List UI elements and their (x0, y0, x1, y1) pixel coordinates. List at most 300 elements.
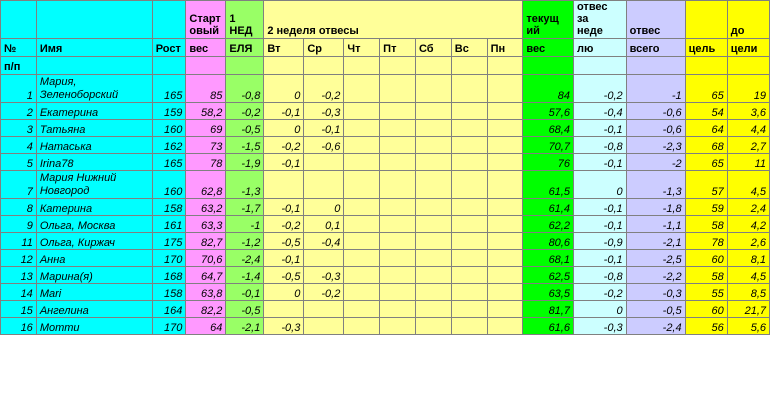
cell-day-3[interactable] (344, 154, 380, 171)
header-start-weight (186, 1, 226, 39)
cell-total_drop[interactable]: -0,6 (626, 120, 685, 137)
header-total-blank (626, 57, 685, 75)
cell-week_drop[interactable]: -0,1 (573, 199, 626, 216)
cell-day-3[interactable] (344, 318, 380, 335)
cell-day-5[interactable] (415, 137, 451, 154)
cell-day-7[interactable] (487, 284, 523, 301)
cell-week_drop[interactable]: -0,1 (573, 120, 626, 137)
cell-day-6[interactable] (451, 137, 487, 154)
cell-start[interactable]: 63,2 (186, 199, 226, 216)
cell-togo[interactable]: 4,4 (727, 120, 769, 137)
header-name-label: Имя (36, 39, 152, 57)
cell-day-2[interactable]: -0,2 (304, 284, 344, 301)
cell-current[interactable]: 62,2 (523, 216, 574, 233)
cell-height[interactable]: 161 (152, 216, 186, 233)
cell-week_drop[interactable]: -0,2 (573, 284, 626, 301)
cell-togo[interactable]: 4,5 (727, 171, 769, 199)
cell-day-1[interactable]: 0 (264, 75, 304, 103)
cell-day-3[interactable] (344, 103, 380, 120)
header-current-weight (523, 1, 574, 39)
cell-day-2[interactable]: -0,6 (304, 137, 344, 154)
cell-day-3[interactable] (344, 171, 380, 199)
cell-week1[interactable]: -2,1 (226, 318, 264, 335)
cell-start[interactable]: 62,8 (186, 171, 226, 199)
header-togo (727, 1, 769, 39)
cell-name[interactable]: Марина(я) (36, 267, 152, 284)
cell-day-2[interactable]: -0,2 (304, 75, 344, 103)
cell-week1[interactable]: -0,5 (226, 301, 264, 318)
cell-day-4[interactable] (380, 154, 416, 171)
table-row[interactable] (1, 103, 770, 120)
cell-current[interactable]: 76 (523, 154, 574, 171)
header-togo-l1: до (730, 25, 745, 37)
cell-day-6[interactable] (451, 75, 487, 103)
table-row[interactable] (1, 250, 770, 267)
header-goal (685, 1, 727, 39)
cell-height[interactable]: 165 (152, 154, 186, 171)
header-week-drop-blank (573, 57, 626, 75)
header-week1-blank (226, 57, 264, 75)
cell-day-7[interactable] (487, 120, 523, 137)
cell-day-4[interactable] (380, 199, 416, 216)
cell-idx[interactable]: 14 (1, 284, 37, 301)
header-week2-group: 2 неделя отвесы (264, 1, 523, 39)
cell-week1[interactable]: -0,5 (226, 120, 264, 137)
cell-togo[interactable]: 5,6 (727, 318, 769, 335)
cell-total_drop[interactable]: -2,4 (626, 318, 685, 335)
cell-height[interactable]: 158 (152, 284, 186, 301)
cell-idx[interactable]: 13 (1, 267, 37, 284)
header-week1-l3: ЕЛЯ (226, 39, 264, 57)
cell-day-6[interactable] (451, 301, 487, 318)
cell-day-6[interactable] (451, 171, 487, 199)
cell-current[interactable]: 61,4 (523, 199, 574, 216)
cell-day-1[interactable]: -0,3 (264, 318, 304, 335)
cell-idx[interactable]: 3 (1, 120, 37, 137)
cell-week_drop[interactable]: -0,1 (573, 250, 626, 267)
cell-current[interactable]: 80,6 (523, 233, 574, 250)
header-num-l1: № (1, 39, 37, 57)
cell-week1[interactable]: -0,8 (226, 75, 264, 103)
table-header-row-3 (1, 57, 770, 75)
cell-height[interactable]: 162 (152, 137, 186, 154)
cell-togo[interactable]: 11 (727, 154, 769, 171)
cell-height[interactable]: 170 (152, 318, 186, 335)
header-height (152, 1, 186, 39)
cell-goal[interactable]: 65 (685, 154, 727, 171)
cell-current[interactable]: 62,5 (523, 267, 574, 284)
cell-day-7[interactable] (487, 216, 523, 233)
cell-goal[interactable]: 58 (685, 267, 727, 284)
cell-day-1[interactable]: -0,1 (264, 103, 304, 120)
cell-day-3[interactable] (344, 137, 380, 154)
cell-day-4[interactable] (380, 267, 416, 284)
cell-goal[interactable]: 65 (685, 75, 727, 103)
cell-day-7[interactable] (487, 318, 523, 335)
cell-togo[interactable]: 21,7 (727, 301, 769, 318)
cell-day-5[interactable] (415, 171, 451, 199)
cell-day-5[interactable] (415, 301, 451, 318)
cell-day-6[interactable] (451, 216, 487, 233)
cell-current[interactable]: 63,5 (523, 284, 574, 301)
cell-togo[interactable]: 2,4 (727, 199, 769, 216)
cell-day-4[interactable] (380, 233, 416, 250)
cell-day-5[interactable] (415, 267, 451, 284)
cell-goal[interactable]: 60 (685, 250, 727, 267)
cell-goal[interactable]: 58 (685, 216, 727, 233)
cell-week1[interactable]: -1,3 (226, 171, 264, 199)
cell-current[interactable]: 68,4 (523, 120, 574, 137)
cell-day-5[interactable] (415, 199, 451, 216)
header-start-weight-l3: вес (186, 39, 226, 57)
cell-day-2[interactable]: -0,4 (304, 233, 344, 250)
cell-day-3[interactable] (344, 301, 380, 318)
cell-name[interactable]: Мария Нижний Новгород (36, 171, 152, 199)
cell-height[interactable]: 164 (152, 301, 186, 318)
cell-day-2[interactable]: -0,3 (304, 267, 344, 284)
cell-day-6[interactable] (451, 233, 487, 250)
cell-day-3[interactable] (344, 120, 380, 137)
cell-name[interactable]: Ангелина (36, 301, 152, 318)
cell-idx[interactable]: 7 (1, 171, 37, 199)
cell-day-7[interactable] (487, 199, 523, 216)
cell-total_drop[interactable]: -2,2 (626, 267, 685, 284)
header-day-vs-blank (451, 57, 487, 75)
table-body (1, 75, 770, 335)
cell-height[interactable]: 160 (152, 120, 186, 137)
cell-start[interactable]: 78 (186, 154, 226, 171)
cell-idx[interactable]: 1 (1, 75, 37, 103)
table-row[interactable] (1, 75, 770, 103)
header-total-drop-l1: отвес (629, 25, 661, 37)
cell-goal[interactable]: 78 (685, 233, 727, 250)
cell-togo[interactable]: 8,5 (727, 284, 769, 301)
cell-week1[interactable]: -0,2 (226, 103, 264, 120)
cell-day-6[interactable] (451, 120, 487, 137)
cell-total_drop[interactable]: -2 (626, 154, 685, 171)
cell-total_drop[interactable]: -0,6 (626, 103, 685, 120)
header-week-drop-l1: отвес (576, 1, 608, 13)
cell-total_drop[interactable]: -0,5 (626, 301, 685, 318)
cell-day-5[interactable] (415, 250, 451, 267)
header-current-l3: вес (523, 39, 574, 57)
cell-togo[interactable]: 8,1 (727, 250, 769, 267)
header-week1-l1: 1 (229, 13, 236, 25)
cell-name[interactable]: Мария, Зеленоборский (36, 75, 152, 103)
cell-day-2[interactable] (304, 301, 344, 318)
cell-idx[interactable]: 2 (1, 103, 37, 120)
cell-day-2[interactable] (304, 154, 344, 171)
cell-start[interactable]: 63,8 (186, 284, 226, 301)
cell-name[interactable]: Анна (36, 250, 152, 267)
cell-name[interactable]: Екатерина (36, 103, 152, 120)
header-name (36, 1, 152, 39)
cell-day-6[interactable] (451, 284, 487, 301)
cell-total_drop[interactable]: -1,3 (626, 171, 685, 199)
cell-height[interactable]: 165 (152, 75, 186, 103)
cell-week_drop[interactable]: -0,8 (573, 137, 626, 154)
cell-week_drop[interactable]: -0,8 (573, 267, 626, 284)
cell-height[interactable]: 170 (152, 250, 186, 267)
cell-day-7[interactable] (487, 137, 523, 154)
table-row[interactable] (1, 267, 770, 284)
cell-day-5[interactable] (415, 318, 451, 335)
table-row[interactable] (1, 137, 770, 154)
cell-day-1[interactable]: 0 (264, 284, 304, 301)
cell-height[interactable]: 159 (152, 103, 186, 120)
cell-day-1[interactable]: -0,1 (264, 199, 304, 216)
cell-idx[interactable]: 11 (1, 233, 37, 250)
cell-day-1[interactable] (264, 171, 304, 199)
cell-idx[interactable]: 5 (1, 154, 37, 171)
cell-day-3[interactable] (344, 216, 380, 233)
header-total-drop-l2: всего (626, 39, 685, 57)
table-row[interactable] (1, 154, 770, 171)
cell-day-4[interactable] (380, 171, 416, 199)
cell-day-6[interactable] (451, 267, 487, 284)
cell-day-7[interactable] (487, 103, 523, 120)
cell-start[interactable]: 69 (186, 120, 226, 137)
cell-day-4[interactable] (380, 75, 416, 103)
cell-start[interactable]: 82,2 (186, 301, 226, 318)
cell-idx[interactable]: 9 (1, 216, 37, 233)
table-row[interactable] (1, 301, 770, 318)
cell-idx[interactable]: 12 (1, 250, 37, 267)
cell-day-3[interactable] (344, 250, 380, 267)
cell-day-4[interactable] (380, 301, 416, 318)
cell-day-2[interactable] (304, 250, 344, 267)
cell-day-4[interactable] (380, 103, 416, 120)
cell-day-7[interactable] (487, 75, 523, 103)
cell-day-3[interactable] (344, 75, 380, 103)
cell-week1[interactable]: -1,7 (226, 199, 264, 216)
header-goal-blank (685, 57, 727, 75)
cell-day-7[interactable] (487, 154, 523, 171)
cell-week1[interactable]: -1,5 (226, 137, 264, 154)
cell-total_drop[interactable]: -1,8 (626, 199, 685, 216)
cell-current[interactable]: 61,5 (523, 171, 574, 199)
cell-current[interactable]: 68,1 (523, 250, 574, 267)
cell-day-1[interactable]: -0,5 (264, 267, 304, 284)
cell-start[interactable]: 70,6 (186, 250, 226, 267)
cell-week_drop[interactable]: -0,1 (573, 216, 626, 233)
cell-name[interactable]: Ольга, Киржач (36, 233, 152, 250)
cell-total_drop[interactable]: -2,5 (626, 250, 685, 267)
cell-togo[interactable]: 2,6 (727, 233, 769, 250)
cell-day-7[interactable] (487, 250, 523, 267)
cell-day-6[interactable] (451, 250, 487, 267)
cell-start[interactable]: 82,7 (186, 233, 226, 250)
header-day-pt: Пт (380, 39, 416, 57)
cell-day-5[interactable] (415, 120, 451, 137)
header-day-cht-blank (344, 57, 380, 75)
cell-togo[interactable]: 3,6 (727, 103, 769, 120)
header-week1-l2: НЕД (229, 25, 253, 37)
cell-day-1[interactable]: -0,1 (264, 154, 304, 171)
cell-start[interactable]: 73 (186, 137, 226, 154)
cell-day-5[interactable] (415, 284, 451, 301)
cell-name[interactable]: Татьяна (36, 120, 152, 137)
table-row[interactable] (1, 199, 770, 216)
header-height-label: Рост (152, 39, 186, 57)
cell-idx[interactable]: 8 (1, 199, 37, 216)
cell-week_drop[interactable]: -0,9 (573, 233, 626, 250)
cell-start[interactable]: 64,7 (186, 267, 226, 284)
cell-day-1[interactable]: -0,1 (264, 250, 304, 267)
cell-current[interactable]: 61,6 (523, 318, 574, 335)
cell-week1[interactable]: -1,4 (226, 267, 264, 284)
cell-day-2[interactable]: 0,1 (304, 216, 344, 233)
cell-height[interactable]: 158 (152, 199, 186, 216)
cell-current[interactable]: 84 (523, 75, 574, 103)
table-header-row (1, 1, 770, 39)
header-start-weight-l1: Старт (189, 13, 221, 25)
header-day-pt-blank (380, 57, 416, 75)
cell-height[interactable]: 160 (152, 171, 186, 199)
cell-goal[interactable]: 59 (685, 199, 727, 216)
cell-day-4[interactable] (380, 120, 416, 137)
header-height-blank (152, 57, 186, 75)
cell-day-4[interactable] (380, 137, 416, 154)
table-row[interactable] (1, 233, 770, 250)
cell-idx[interactable]: 16 (1, 318, 37, 335)
header-current-l1: текущ (526, 13, 559, 25)
cell-week1[interactable]: -1,9 (226, 154, 264, 171)
cell-day-4[interactable] (380, 284, 416, 301)
header-day-vt-blank (264, 57, 304, 75)
cell-week_drop[interactable]: -0,3 (573, 318, 626, 335)
cell-idx[interactable]: 15 (1, 301, 37, 318)
cell-week1[interactable]: -1 (226, 216, 264, 233)
cell-day-2[interactable] (304, 318, 344, 335)
cell-start[interactable]: 85 (186, 75, 226, 103)
cell-week1[interactable]: -2,4 (226, 250, 264, 267)
cell-week_drop[interactable]: 0 (573, 301, 626, 318)
cell-total_drop[interactable]: -2,1 (626, 233, 685, 250)
cell-day-5[interactable] (415, 154, 451, 171)
header-week-drop (573, 1, 626, 39)
header-week1 (226, 1, 264, 39)
cell-week_drop[interactable]: -0,1 (573, 154, 626, 171)
cell-total_drop[interactable]: -1 (626, 75, 685, 103)
cell-name[interactable]: Катерина (36, 199, 152, 216)
header-name-blank (36, 57, 152, 75)
header-goal-label: цель (685, 39, 727, 57)
cell-day-1[interactable]: -0,2 (264, 137, 304, 154)
cell-total_drop[interactable]: -1,1 (626, 216, 685, 233)
cell-goal[interactable]: 64 (685, 120, 727, 137)
cell-togo[interactable]: 2,7 (727, 137, 769, 154)
cell-total_drop[interactable]: -2,3 (626, 137, 685, 154)
cell-name[interactable]: Моттu (36, 318, 152, 335)
cell-day-7[interactable] (487, 301, 523, 318)
cell-week_drop[interactable]: -0,4 (573, 103, 626, 120)
cell-name[interactable]: Ольга, Москва (36, 216, 152, 233)
cell-day-6[interactable] (451, 318, 487, 335)
cell-current[interactable]: 57,6 (523, 103, 574, 120)
cell-day-1[interactable]: 0 (264, 120, 304, 137)
cell-total_drop[interactable]: -0,3 (626, 284, 685, 301)
table-row[interactable] (1, 284, 770, 301)
table-row[interactable] (1, 120, 770, 137)
cell-day-3[interactable] (344, 199, 380, 216)
cell-week1[interactable]: -0,1 (226, 284, 264, 301)
cell-togo[interactable]: 4,2 (727, 216, 769, 233)
cell-name[interactable]: Натаська (36, 137, 152, 154)
cell-start[interactable]: 58,2 (186, 103, 226, 120)
cell-name[interactable]: Irina78 (36, 154, 152, 171)
cell-day-2[interactable] (304, 171, 344, 199)
cell-day-2[interactable]: -0,3 (304, 103, 344, 120)
cell-day-7[interactable] (487, 233, 523, 250)
cell-day-3[interactable] (344, 284, 380, 301)
cell-togo[interactable]: 4,5 (727, 267, 769, 284)
cell-day-7[interactable] (487, 267, 523, 284)
cell-day-5[interactable] (415, 216, 451, 233)
cell-goal[interactable]: 68 (685, 137, 727, 154)
header-week-drop-l2: за (576, 13, 589, 25)
cell-day-1[interactable]: -0,2 (264, 216, 304, 233)
header-total-drop (626, 1, 685, 39)
cell-start[interactable]: 64 (186, 318, 226, 335)
cell-week_drop[interactable]: 0 (573, 171, 626, 199)
cell-day-4[interactable] (380, 318, 416, 335)
header-start-blank (186, 57, 226, 75)
header-day-sb-blank (415, 57, 451, 75)
cell-current[interactable]: 70,7 (523, 137, 574, 154)
cell-day-1[interactable] (264, 301, 304, 318)
table-row[interactable] (1, 216, 770, 233)
header-day-sr-blank (304, 57, 344, 75)
cell-day-5[interactable] (415, 75, 451, 103)
cell-day-3[interactable] (344, 267, 380, 284)
cell-goal[interactable]: 56 (685, 318, 727, 335)
cell-name[interactable]: Mari (36, 284, 152, 301)
cell-idx[interactable]: 4 (1, 137, 37, 154)
header-day-pn-blank (487, 57, 523, 75)
header-num-l2: п/п (1, 57, 37, 75)
header-day-vt: Вт (264, 39, 304, 57)
cell-day-4[interactable] (380, 250, 416, 267)
table-row[interactable] (1, 171, 770, 199)
cell-day-5[interactable] (415, 103, 451, 120)
header-current-l2: ий (526, 25, 540, 37)
cell-day-1[interactable]: -0,5 (264, 233, 304, 250)
cell-day-6[interactable] (451, 199, 487, 216)
cell-week_drop[interactable]: -0,2 (573, 75, 626, 103)
cell-day-2[interactable]: -0,1 (304, 120, 344, 137)
table-row[interactable] (1, 318, 770, 335)
cell-day-2[interactable]: 0 (304, 199, 344, 216)
cell-day-6[interactable] (451, 103, 487, 120)
cell-height[interactable]: 168 (152, 267, 186, 284)
cell-week1[interactable]: -1,2 (226, 233, 264, 250)
cell-togo[interactable]: 19 (727, 75, 769, 103)
cell-goal[interactable]: 54 (685, 103, 727, 120)
header-day-sr: Ср (304, 39, 344, 57)
cell-current[interactable]: 81,7 (523, 301, 574, 318)
cell-day-5[interactable] (415, 233, 451, 250)
cell-goal[interactable]: 57 (685, 171, 727, 199)
cell-start[interactable]: 63,3 (186, 216, 226, 233)
cell-day-4[interactable] (380, 216, 416, 233)
cell-day-6[interactable] (451, 154, 487, 171)
cell-height[interactable]: 175 (152, 233, 186, 250)
cell-day-3[interactable] (344, 233, 380, 250)
cell-day-7[interactable] (487, 171, 523, 199)
cell-goal[interactable]: 55 (685, 284, 727, 301)
cell-goal[interactable]: 60 (685, 301, 727, 318)
